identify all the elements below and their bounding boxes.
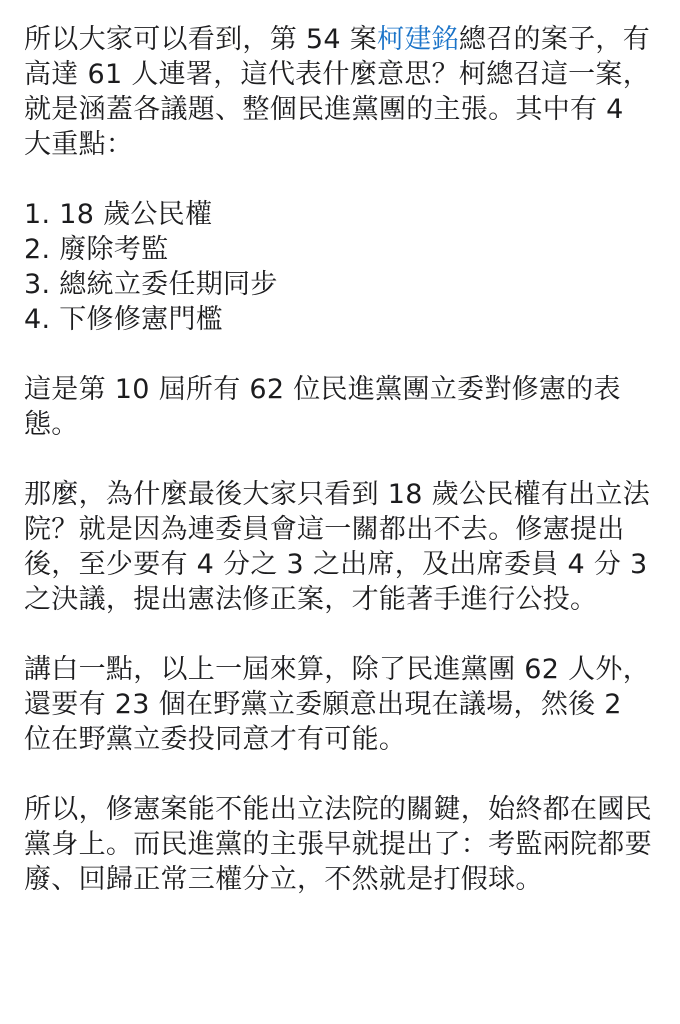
mention-link[interactable]: 柯建銘 [377,24,459,55]
key-points-list [24,197,654,337]
paragraph-intro [24,22,654,162]
list-item: 2. 廢除考監 [24,234,169,265]
paragraph-intro-text-start: 所以大家可以看到，第 54 案 [24,24,378,55]
paragraph-intro-text-end: 總召的案子，有高達 61 人連署，這代表什麼意思？柯總召這一案，就是涵蓋各議題、整個民進黨團的主張。其中有 4 大重點： [24,24,651,160]
list-item: 4. 下修修憲門檻 [24,304,224,335]
paragraph-stance: 這是第 10 屆所有 62 位民進黨團立委對修憲的表態。 [24,374,621,440]
paragraph-conclusion: 所以，修憲案能不能出立法院的關鍵，始終都在國民黨身上。而民進黨的主張早就提出了：考監兩院都要廢、回歸正常三權分立，不然就是打假球。 [24,794,652,895]
paragraph-threshold: 講白一點，以上一屆來算，除了民進黨團 62 人外，還要有 23 個在野黨立委願意出現在議場，然後 2 位在野黨立委投同意才有可能。 [24,654,651,755]
list-item: 1. 18 歲公民權 [24,199,213,230]
list-item: 3. 總統立委任期同步 [24,269,278,300]
paragraph-committee: 那麼，為什麼最後大家只看到 18 歲公民權有出立法院？就是因為連委員會這一關都出不去。修憲提出後，至少要有 4 分之 3 之出席，及出席委員 4 分 3 之決議，提出憲法修正案，才能著手進行公投。 [24,479,651,615]
